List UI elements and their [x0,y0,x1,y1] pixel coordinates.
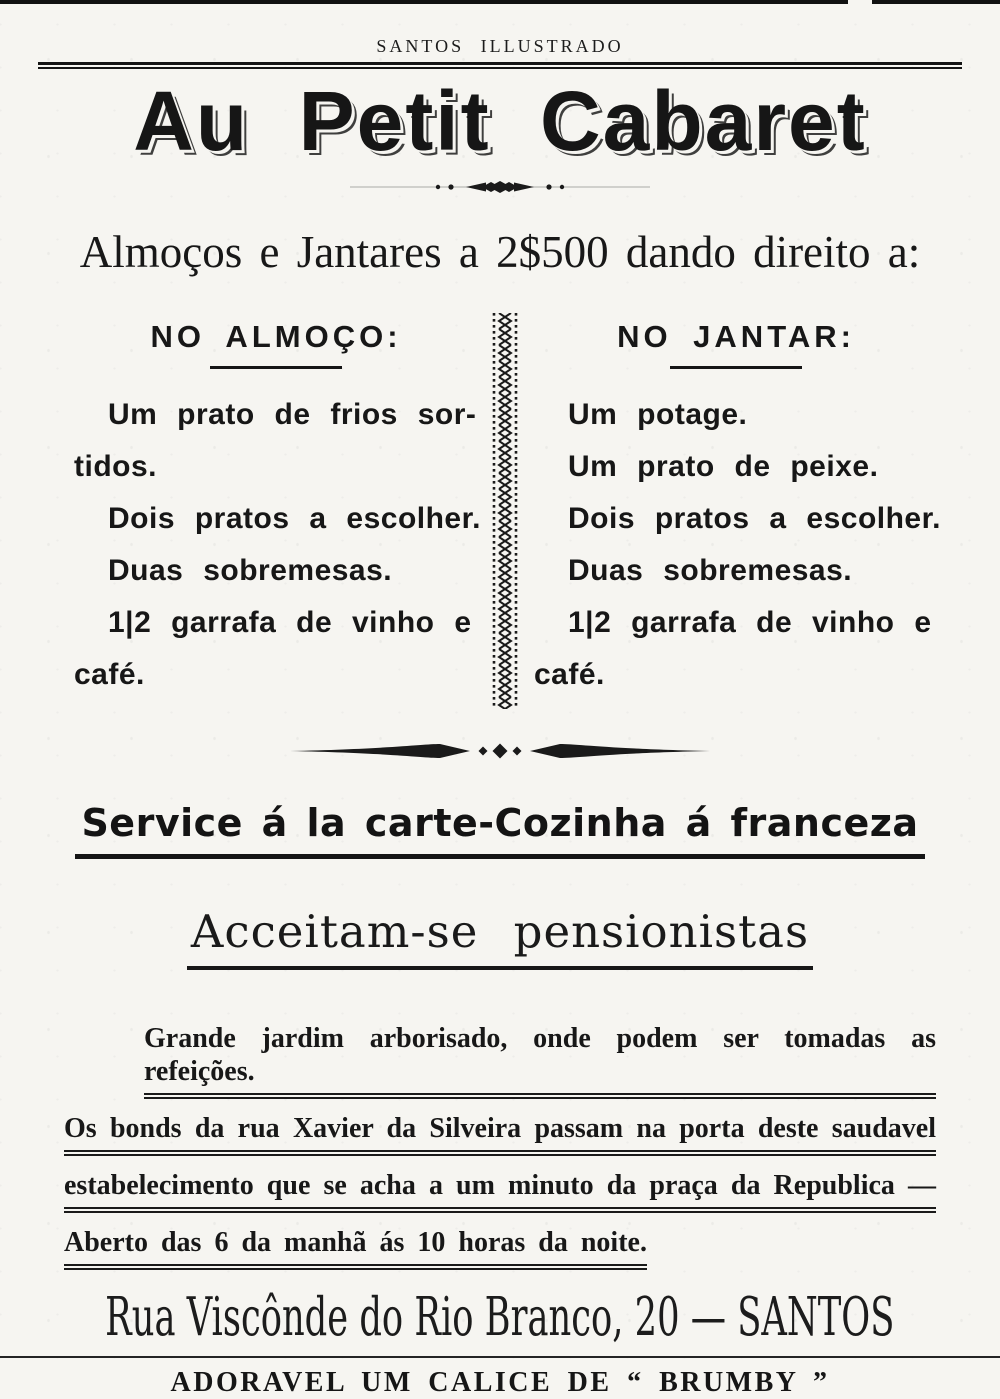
page-top-edge-rule [0,0,1000,4]
lunch-heading-underline [210,366,342,369]
lunch-item-line: Duas sobremesas. [108,553,393,587]
tapered-rule-diamonds-ornament-icon [288,737,712,765]
page-title: Au Petit Cabaret [133,74,867,168]
lunch-item-line: 1|2 garrafa de vinho e [108,605,472,639]
pension-heading-row [0,905,1000,970]
masthead-title: SANTOS ILLUSTRADO [376,36,624,56]
description-line: Grande jardim arborisado, onde podem ser tomadas as refeições. [144,1022,936,1099]
dinner-item-line: Um prato de peixe. [568,449,879,483]
lunch-item-line: Um prato de frios sor- [108,397,477,431]
dinner-item-line: Dois pratos a escolher. [568,501,941,535]
menu-section [74,318,941,709]
lunch-item-line: Dois pratos a escolher. [108,501,481,535]
address-row [0,1285,1000,1348]
masthead-double-rule [38,62,962,69]
description-paragraph [64,1022,936,1270]
hours-line: Aberto das 6 da manhã ás 10 horas da noite. [64,1226,647,1270]
dinner-items [534,389,941,701]
offer-headline: Almoços e Jantares a 2$500 dando direito a: [79,227,921,277]
description-line: estabelecimento que se acha a um minuto da praça da Republica — [64,1169,936,1213]
pension-heading: Acceitam-se pensionistas [187,905,813,970]
chain-column-divider-ornament-icon [490,313,520,709]
dinner-heading: NO JANTAR: [617,318,855,354]
dinner-heading-underline [670,366,802,369]
footer-rule [0,1356,1000,1358]
description-line [64,1226,936,1270]
service-heading: Service á la carte-Cozinha á franceza [75,801,924,859]
diamond-spear-ornament-icon [350,179,650,195]
street-address: Rua Viscônde do Rio Branco, 20 — SANTOS [105,1285,895,1348]
lunch-heading: NO ALMOÇO: [150,318,402,354]
dinner-column [534,318,941,709]
dinner-item-line: café. [534,657,605,691]
brumby-slogan: ADORAVEL UM CALICE DE “ BRUMBY ” [170,1366,830,1398]
description-line: Os bonds da rua Xavier da Silveira passam na porta deste saudavel [64,1112,936,1156]
lunch-column [74,318,481,709]
lunch-item-line: café. [74,657,145,691]
dinner-item-line: Um potage. [568,397,748,431]
dinner-item-line: Duas sobremesas. [568,553,853,587]
service-heading-row [0,801,1000,859]
dinner-item-line: 1|2 garrafa de vinho e [568,605,932,639]
lunch-items [74,389,481,701]
lunch-item-line: tidos. [74,449,157,483]
